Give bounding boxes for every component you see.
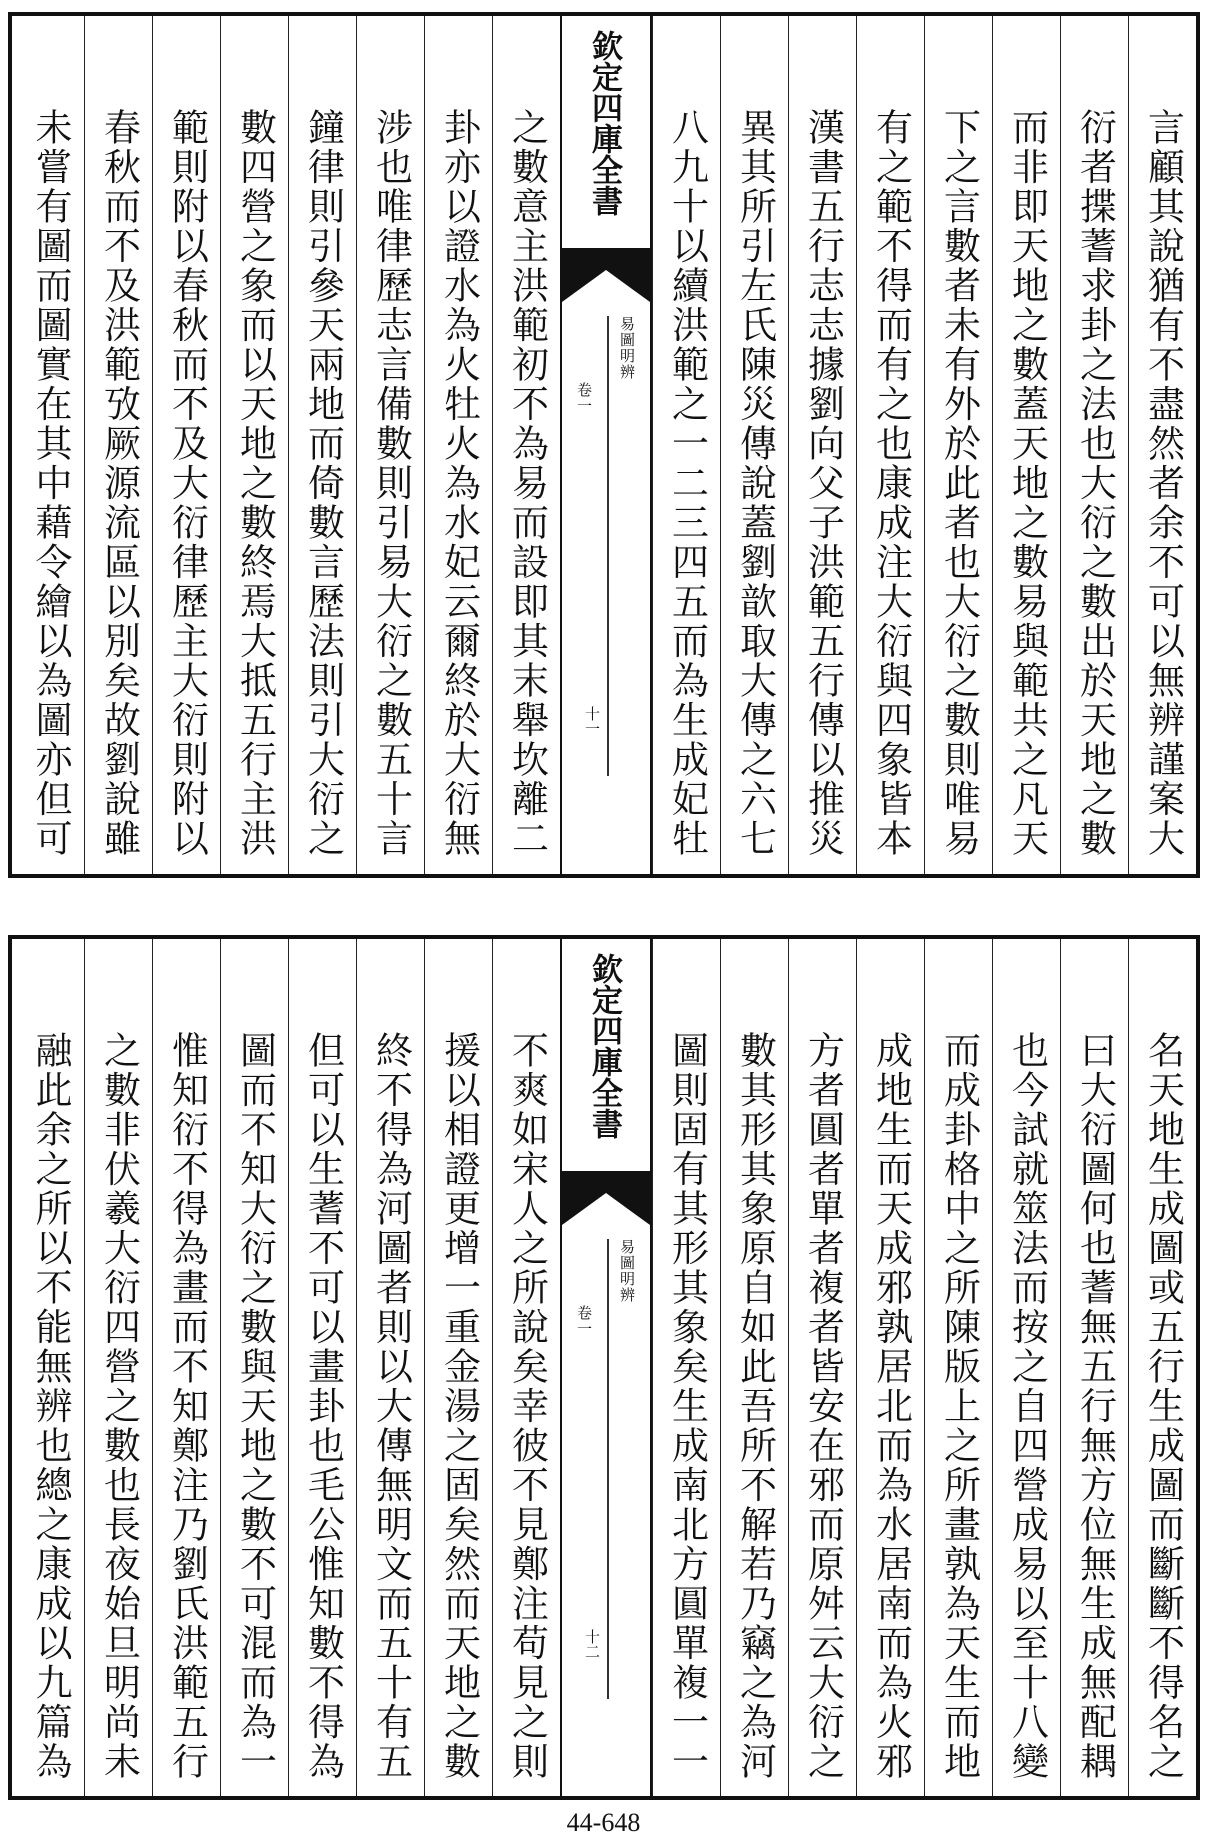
text-column — [1128, 16, 1196, 874]
column-text: 惟知衍不得為畫而不知鄭注乃劉氏洪範五行 — [165, 1031, 209, 1782]
column-text: 終不得為河圖者則以大傳無明文而五十有五 — [369, 1031, 413, 1782]
text-column — [356, 16, 424, 874]
column-text: 異其所引左氏陳災傳說蓋劉歆取大傳之六七 — [733, 108, 777, 859]
column-text: 範則附以春秋而不及大衍律歷主大衍則附以 — [165, 108, 209, 859]
text-column — [84, 16, 152, 874]
column-text: 援以相證更增一重金湯之固矣然而天地之數 — [437, 1031, 481, 1782]
column-text: 衍者揲蓍求卦之法也大衍之數出於天地之數 — [1073, 108, 1117, 859]
column-text: 方者圓者單者複者皆安在邪而原舛云大衍之 — [801, 1031, 845, 1782]
column-text: 有之範不得而有之也康成注大衍與四象皆本 — [869, 108, 913, 859]
column-text: 鐘律則引參天兩地而倚數言歷法則引大衍之 — [301, 108, 345, 859]
column-text: 而成卦格中之所陳版上之所畫孰為天生而地 — [937, 1031, 981, 1782]
column-text: 數四營之象而以天地之數終焉大抵五行主洪 — [233, 108, 277, 859]
text-column — [424, 939, 492, 1796]
text-column — [1060, 16, 1128, 874]
text-column — [992, 939, 1060, 1796]
column-text: 涉也唯律歷志言備數則引易大衍之數五十言 — [369, 108, 413, 859]
column-text: 不爽如宋人之所說矣幸彼不見鄭注苟見之則 — [505, 1031, 549, 1782]
bottom-page — [8, 935, 1200, 1800]
text-column — [720, 939, 788, 1796]
column-text: 數其形其象原自如此吾所不解若乃竊之為河 — [733, 1031, 777, 1782]
column-text: 而非即天地之數蓋天地之數易與範共之凡天 — [1005, 108, 1049, 859]
text-column — [152, 939, 220, 1796]
text-column — [856, 939, 924, 1796]
text-column — [220, 939, 288, 1796]
column-text: 也今試就筮法而按之自四營成易以至十八變 — [1005, 1031, 1049, 1782]
text-column — [492, 939, 560, 1796]
spine-title: 欽定四庫全書 — [586, 953, 622, 1139]
column-text: 八九十以續洪範之一二三四五而為生成妃牡 — [665, 108, 709, 859]
column-text: 名天地生成圖或五行生成圖而斷斷不得名之 — [1141, 1031, 1185, 1782]
spine-book-title: 易圖明辨 — [618, 1239, 636, 1303]
column-text: 圖則固有其形其象矣生成南北方圓單複一一 — [665, 1031, 709, 1782]
text-column — [288, 16, 356, 874]
text-column — [652, 16, 720, 874]
text-column — [788, 16, 856, 874]
column-text: 漢書五行志志據劉向父子洪範五行傳以推災 — [801, 108, 845, 859]
page-number: 44-648 — [566, 1808, 641, 1837]
center-spine — [560, 939, 652, 1796]
spine-book-title: 易圖明辨 — [618, 316, 636, 380]
column-text: 融此余之所以不能無辨也總之康成以九篇為 — [29, 1031, 72, 1782]
column-text: 下之言數者未有外於此者也大衍之數則唯易 — [937, 108, 981, 859]
text-column — [788, 939, 856, 1796]
spine-title: 欽定四庫全書 — [586, 30, 622, 216]
text-column — [652, 939, 720, 1796]
text-column — [16, 939, 84, 1796]
fish-tail-ornament-icon — [562, 1171, 650, 1225]
spine-folio-number: 十一 — [583, 706, 601, 736]
text-column — [424, 16, 492, 874]
column-text: 言顧其說猶有不盡然者余不可以無辨謹案大 — [1141, 108, 1185, 859]
column-text: 成地生而天成邪孰居北而為水居南而為火邪 — [869, 1031, 913, 1782]
column-text: 曰大衍圖何也蓍無五行無方位無生成無配耦 — [1073, 1031, 1117, 1782]
text-column — [992, 16, 1060, 874]
text-column — [1060, 939, 1128, 1796]
top-page — [8, 12, 1200, 878]
column-text: 未嘗有圖而圖實在其中藉令繪以為圖亦但可 — [29, 108, 72, 859]
spine-divider — [607, 1239, 609, 1699]
column-text: 春秋而不及洪範攷厥源流區以別矣故劉說雖 — [97, 108, 141, 859]
text-column — [720, 16, 788, 874]
spine-volume: 卷一 — [575, 382, 593, 414]
text-column — [356, 939, 424, 1796]
text-column — [288, 939, 356, 1796]
column-text: 之數非伏羲大衍四營之數也長夜始旦明尚未 — [97, 1031, 141, 1782]
center-spine — [560, 16, 652, 874]
text-column — [16, 16, 84, 874]
text-column — [220, 16, 288, 874]
spine-divider — [607, 316, 609, 776]
spine-folio-number: 十二 — [583, 1629, 601, 1659]
spine-volume: 卷一 — [575, 1305, 593, 1337]
text-column — [84, 939, 152, 1796]
text-column — [924, 939, 992, 1796]
text-column — [152, 16, 220, 874]
text-column — [1128, 939, 1196, 1796]
text-column — [924, 16, 992, 874]
text-column — [492, 16, 560, 874]
column-text: 卦亦以證水為火牡火為水妃云爾終於大衍無 — [437, 108, 481, 859]
fish-tail-ornament-icon — [562, 248, 650, 302]
text-column — [856, 16, 924, 874]
column-text: 圖而不知大衍之數與天地之數不可混而為一 — [233, 1031, 277, 1782]
column-text: 但可以生蓍不可以畫卦也毛公惟知數不得為 — [301, 1031, 345, 1782]
column-text: 之數意主洪範初不為易而設即其末舉坎離二 — [505, 108, 549, 859]
